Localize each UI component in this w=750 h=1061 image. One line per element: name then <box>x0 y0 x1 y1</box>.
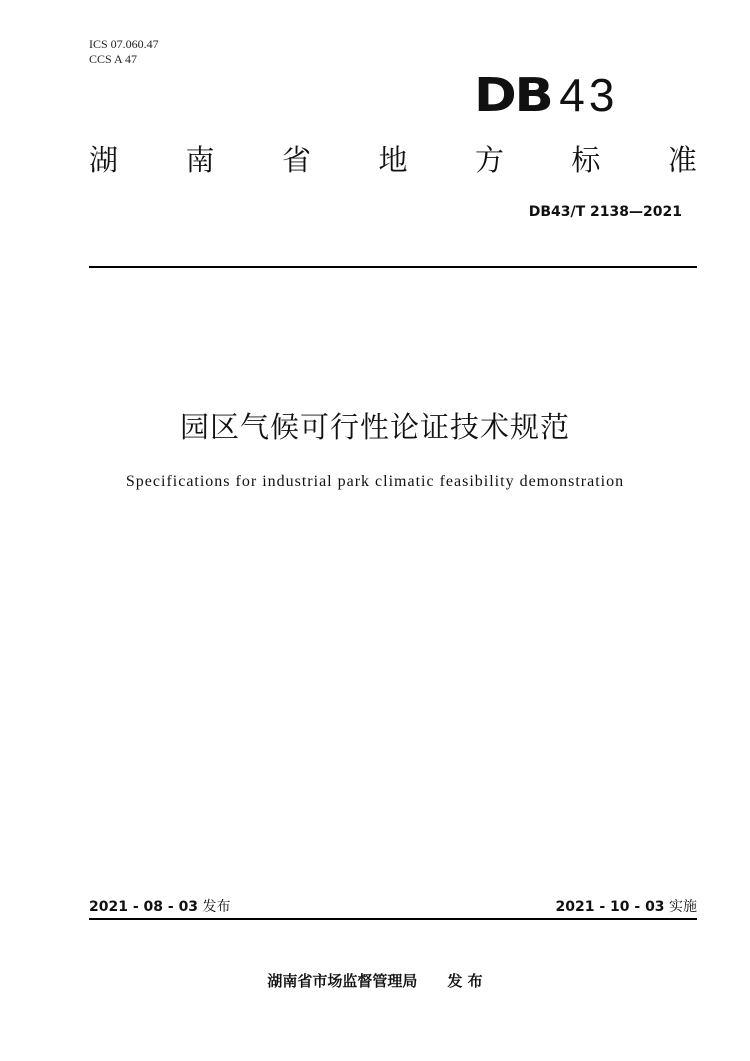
implement-date: 2021 - 10 - 03 <box>555 899 665 915</box>
standard-type-char: 省 <box>281 143 311 177</box>
implement-label: 实施 <box>669 899 697 915</box>
standard-type-char: 湖 <box>89 143 119 177</box>
standard-type-title <box>89 140 697 180</box>
issuer-line <box>0 970 750 991</box>
issue-date: 2021 - 08 - 03 <box>89 899 199 915</box>
issue-label: 发布 <box>202 899 231 915</box>
issuer-action: 发 布 <box>447 972 483 990</box>
ccs-code: CCS A 47 <box>89 52 138 66</box>
bottom-divider <box>89 918 697 920</box>
implement-date-line <box>556 896 698 916</box>
standard-type-char: 准 <box>667 143 697 177</box>
classification-codes <box>89 37 159 67</box>
standard-type-char: 南 <box>185 143 215 177</box>
issue-date-line <box>89 896 231 916</box>
standard-type-char: 标 <box>571 143 601 177</box>
document-title-cn: 园区气候可行性论证技术规范 <box>179 410 570 444</box>
issuer-name: 湖南省市场监督管理局 <box>267 972 418 990</box>
db-mark: DB <box>474 68 552 122</box>
standard-type-char: 方 <box>474 143 504 177</box>
standard-number: DB43/T 2138—2021 <box>528 204 682 220</box>
standard-type-char: 地 <box>378 143 408 177</box>
document-title-en: Specifications for industrial park climatic feasibility demonstration <box>125 473 625 490</box>
db-number: 43 <box>559 69 619 121</box>
ics-code: ICS 07.060.47 <box>89 37 159 51</box>
top-divider <box>89 266 697 268</box>
db-logo <box>474 68 619 122</box>
